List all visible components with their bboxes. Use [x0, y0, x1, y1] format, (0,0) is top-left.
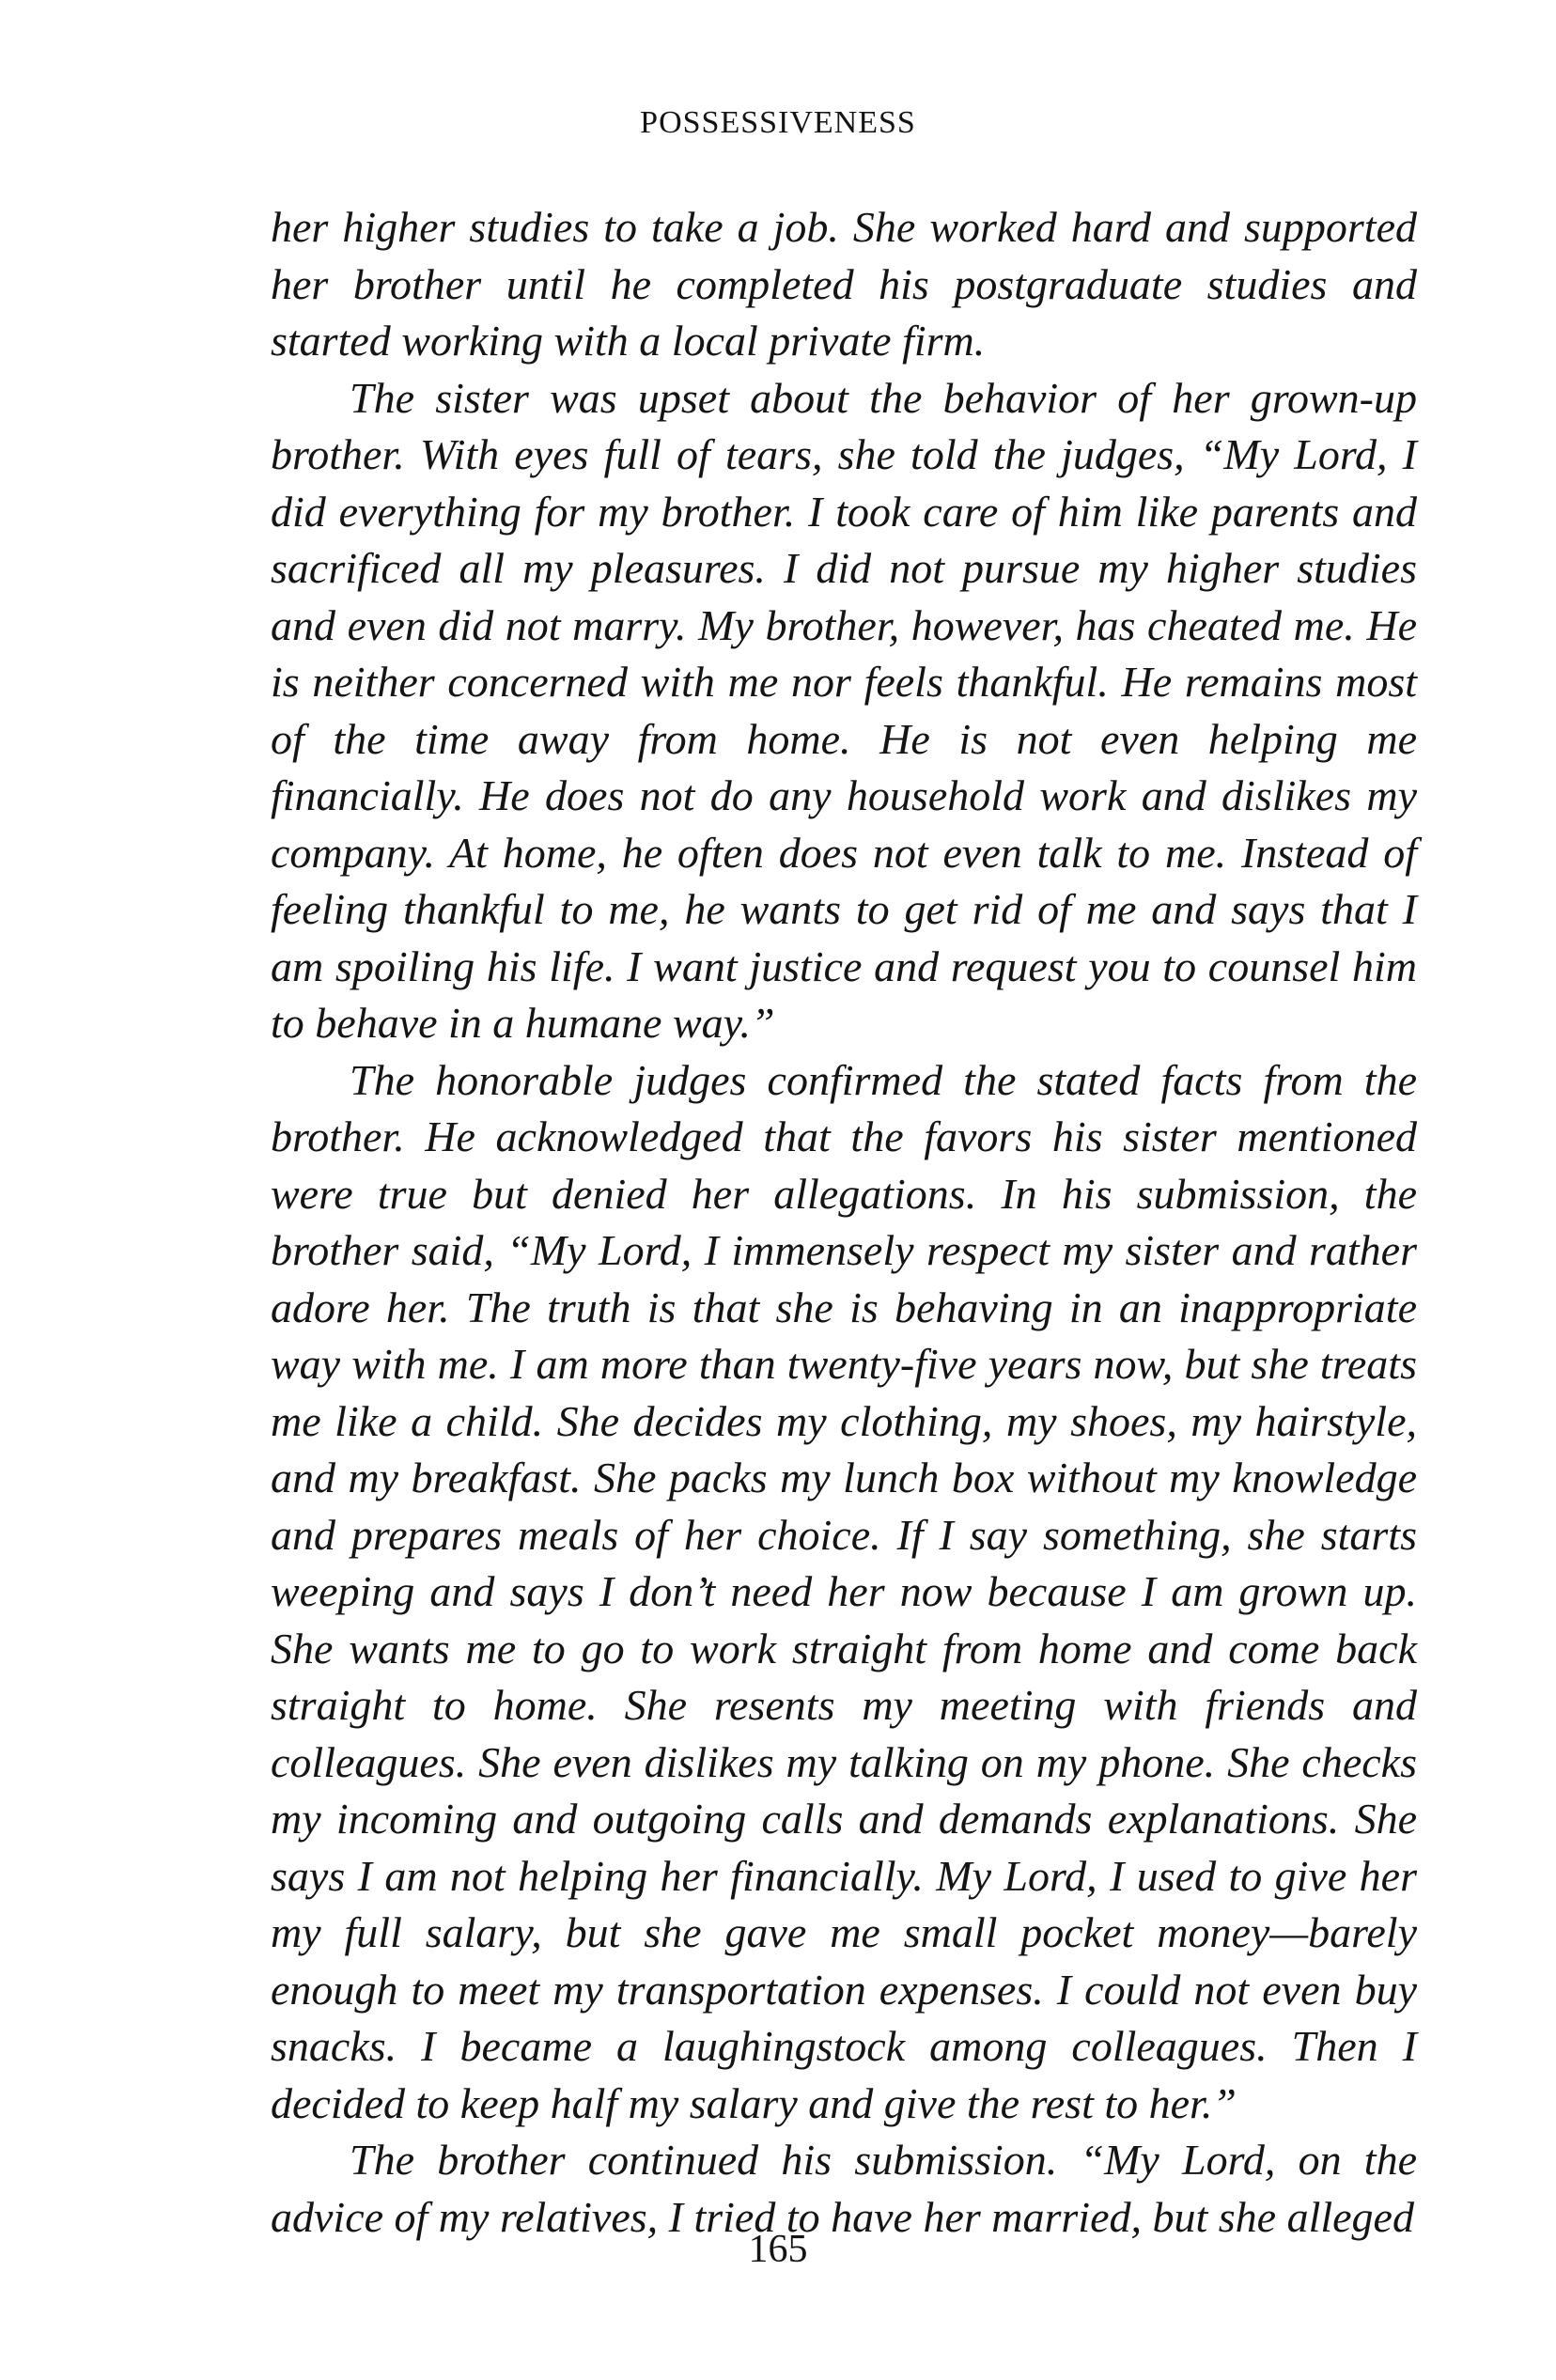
paragraph-continued: her higher studies to take a job. She worked hard and supported her brother until he completed his postgraduate studies and started working with a local private firm.	[271, 203, 1417, 365]
body-text	[271, 199, 1417, 2246]
paragraph-brother-continued: The brother continued his submission. “My Lord, on the advice of my relatives, I tried to have her married, but she alleged	[271, 2136, 1417, 2241]
running-head: POSSESSIVENESS	[640, 105, 916, 140]
page-number: 165	[748, 2228, 808, 2271]
paragraph-brother-reply: The honorable judges confirmed the stated facts from the brother. He acknowledged that the favors his sister mentioned were true but denied her allegations. In his submission, the brother said, “My Lord, I immensely respect my sister and rather adore her. The truth is that she is behaving in an inappropriate way with me. I am more than twenty-five years now, but she treats me like a child. She decides my clothing, my shoes, my hairstyle, and my breakfast. She packs my lunch box without my knowledge and prepares meals of her choice. If I say something, she starts weeping and says I don’t need her now because I am grown up. She wants me to go to work straight from home and come back straight to home. She resents my meeting with friends and colleagues. She even dislikes my talking on my phone. She checks my incoming and outgoing calls and demands explanations. She says I am not helping her financially. My Lord, I used to give her my full salary, but she gave me small pocket money—barely enough to meet my transportation expenses. I could not even buy snacks. I became a laughingstock among colleagues. Then I decided to keep half my salary and give the rest to her.”	[271, 1055, 1417, 2127]
paragraph-sister-complaint: The sister was upset about the behavior of her grown-up brother. With eyes full of tears, she told the judges, “My Lord, I did everything for my brother. I took care of him like parents and sacrificed all my pleasures. I did not pursue my higher studies and even did not marry. My brother, however, has cheated me. He is neither concerned with me nor feels thankful. He remains most of the time away from home. He is not even helping me financially. He does not do any household work and dislikes my company. At home, he often does not even talk to me. Instead of feeling thankful to me, he wants to get rid of me and says that I am spoiling his life. I want justice and request you to counsel him to behave in a humane way.”	[271, 373, 1417, 1047]
